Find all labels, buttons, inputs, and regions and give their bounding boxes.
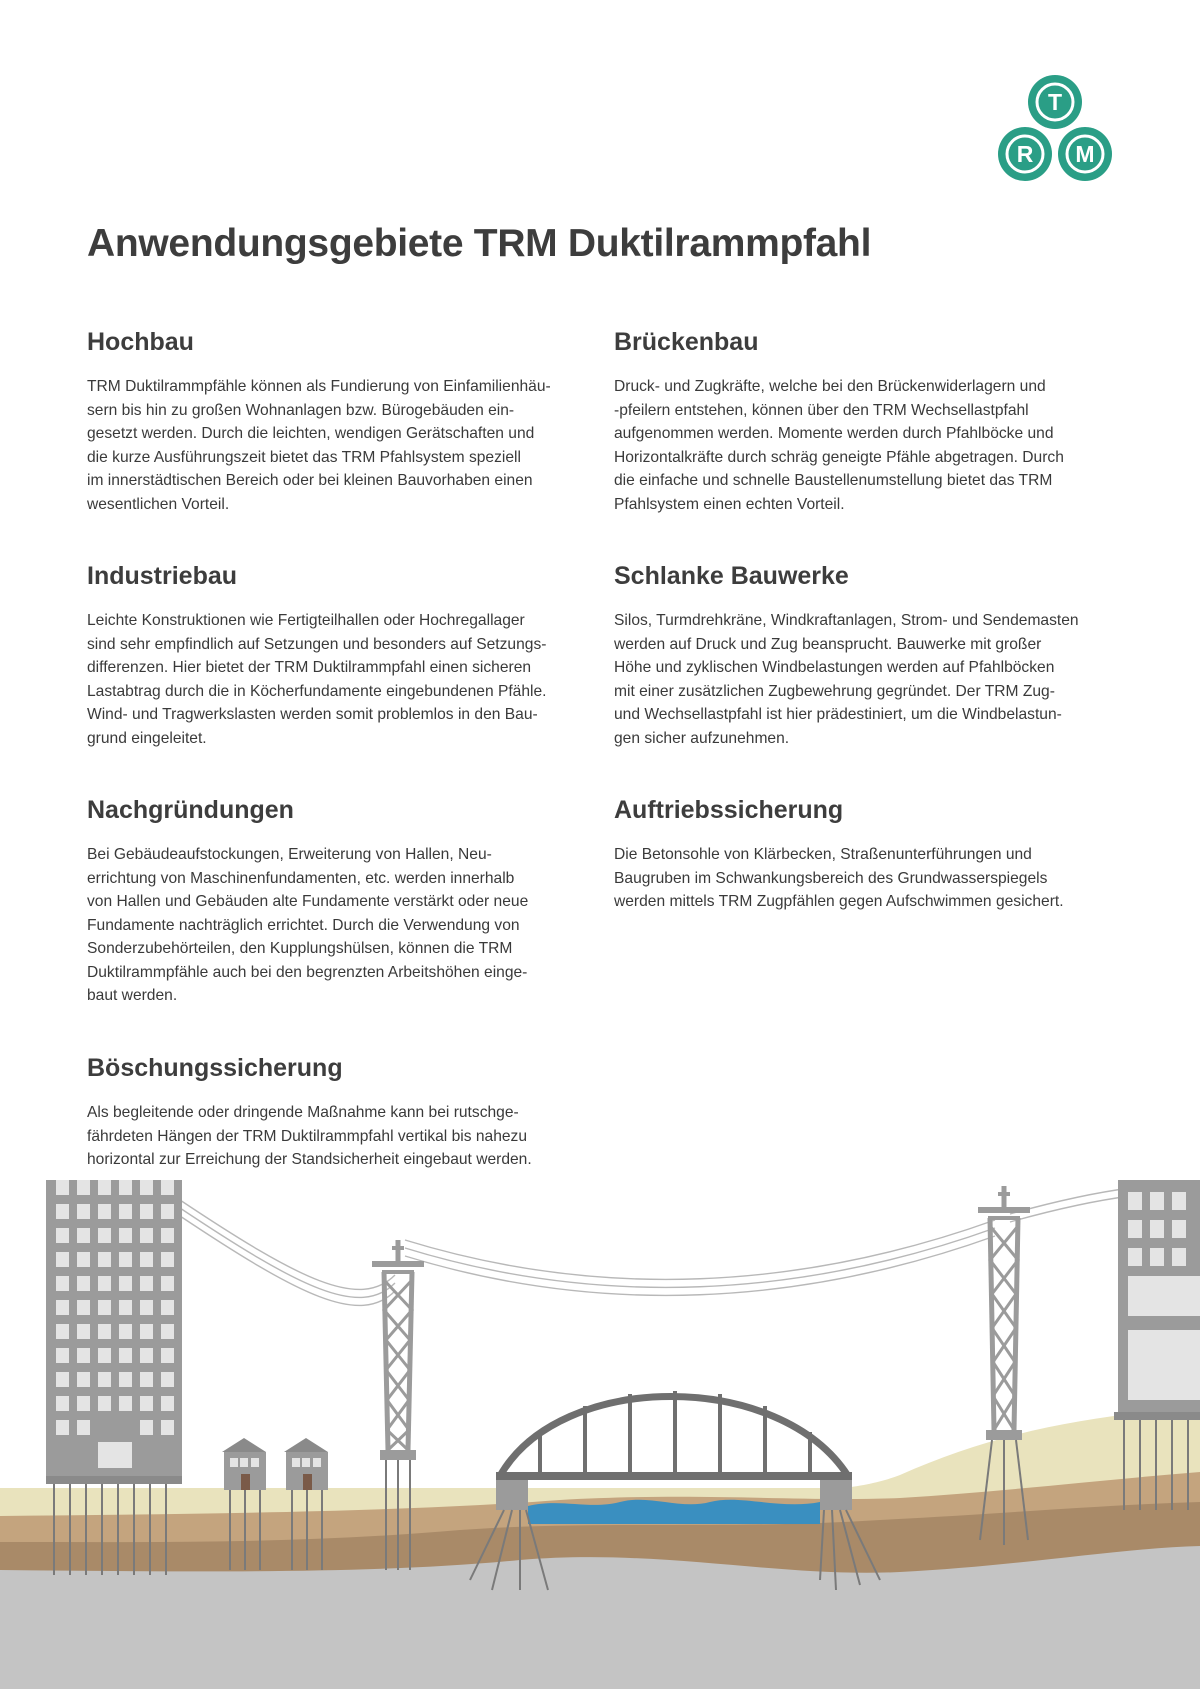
- section-text: Die Betonsohle von Klärbecken, Straßenunterführungen und Baugruben im Schwankungsbereich des Grundwasserspiegels werden mittels TRM Zugpfählen gegen Aufschwimmen gesichert.: [614, 846, 1064, 910]
- section-heading: Industriebau: [87, 562, 238, 590]
- section-text: TRM Duktilrammpfähle können als Fundierung von Einfamilienhäu- sern bis hin zu großen Wohnanlagen bzw. Bürogebäuden ein- gesetzt werden. Durch die leichten, wendigen Gerätschaften und die kurze Ausführungszeit bietet das TRM Pfahlsystem speziell im innerstädtischen Bereich oder bei kleinen Bauvorhaben einen wesentlichen Vorteil.: [87, 378, 551, 513]
- section-heading: Böschungssicherung: [87, 1054, 343, 1082]
- section-hochbau: [87, 327, 597, 516]
- section-schlanke-bauwerke: [614, 561, 1134, 750]
- trm-logo: [995, 72, 1115, 184]
- section-heading: Nachgründungen: [87, 796, 294, 824]
- section-nachgruendungen: [87, 795, 597, 1008]
- section-brueckenbau: [614, 327, 1134, 516]
- section-boeschungssicherung: [87, 1053, 597, 1172]
- section-text: Leichte Konstruktionen wie Fertigteilhallen oder Hochregallager sind sehr empfindlich auf Setzungen und besonders auf Setzungs- differenzen. Hier bietet der TRM Duktilrammpfahl einen sicheren Lastabtrag durch die in Köcherfundamente eingebundenen Pfähle. Wind- und Tragwerkslasten werden somit problemlos in den Bau- grund eingeleitet.: [87, 612, 547, 747]
- logo-letter-t: T: [1047, 89, 1063, 115]
- section-industriebau: [87, 561, 597, 750]
- construction-illustration: [0, 1180, 1200, 1689]
- section-auftriebssicherung: [614, 795, 1134, 914]
- section-heading: Hochbau: [87, 328, 194, 356]
- section-heading: Brückenbau: [614, 328, 759, 356]
- section-text: Bei Gebäudeaufstockungen, Erweiterung von Hallen, Neu- errichtung von Maschinenfundamenten, etc. werden innerhalb von Hallen und Gebäuden alte Fundamente verstärkt oder neue Fundamente nachträglich errichtet. Durch die Verwendung von Sonderzubehörteilen, den Kupplungshülsen, können die TRM Duktilrammpfähle auch bei den begrenzten Arbeitshöhen einge- baut werden.: [87, 846, 529, 1004]
- section-heading: Schlanke Bauwerke: [614, 562, 849, 590]
- section-text: Als begleitende oder dringende Maßnahme kann bei rutschge- fährdeten Hängen der TRM Duktilrammpfahl vertikal bis nahezu horizontal zur Erreichung der Standsicherheit eingebaut werden.: [87, 1104, 532, 1168]
- logo-letter-m: M: [1075, 141, 1095, 167]
- logo-letter-r: R: [1016, 141, 1034, 167]
- page-title: Anwendungsgebiete TRM Duktilrammpfahl: [87, 222, 872, 265]
- section-text: Druck- und Zugkräfte, welche bei den Brückenwiderlagern und -pfeilern entstehen, können über den TRM Wechsellastpfahl aufgenommen werden. Momente werden durch Pfahlböcke und Horizontalkräfte durch schräg geneigte Pfähle abgetragen. Durch die einfache und schnelle Baustellenumstellung bietet das TRM Pfahlsystem einen echten Vorteil.: [614, 378, 1064, 513]
- power-lines: [180, 1188, 1130, 1305]
- section-text: Silos, Turmdrehkräne, Windkraftanlagen, Strom- und Sendemasten werden auf Druck und Zug beansprucht. Bauwerke mit großer Höhe und zyklischen Windbelastungen werden auf Pfahlböcken mit einer zusätzlichen Zugbewehrung gegründet. Der TRM Zug- und Wechsellastpfahl ist hier prädestiniert, um die Windbelastun- gen sicher aufzunehmen.: [614, 612, 1079, 747]
- section-heading: Auftriebssicherung: [614, 796, 844, 824]
